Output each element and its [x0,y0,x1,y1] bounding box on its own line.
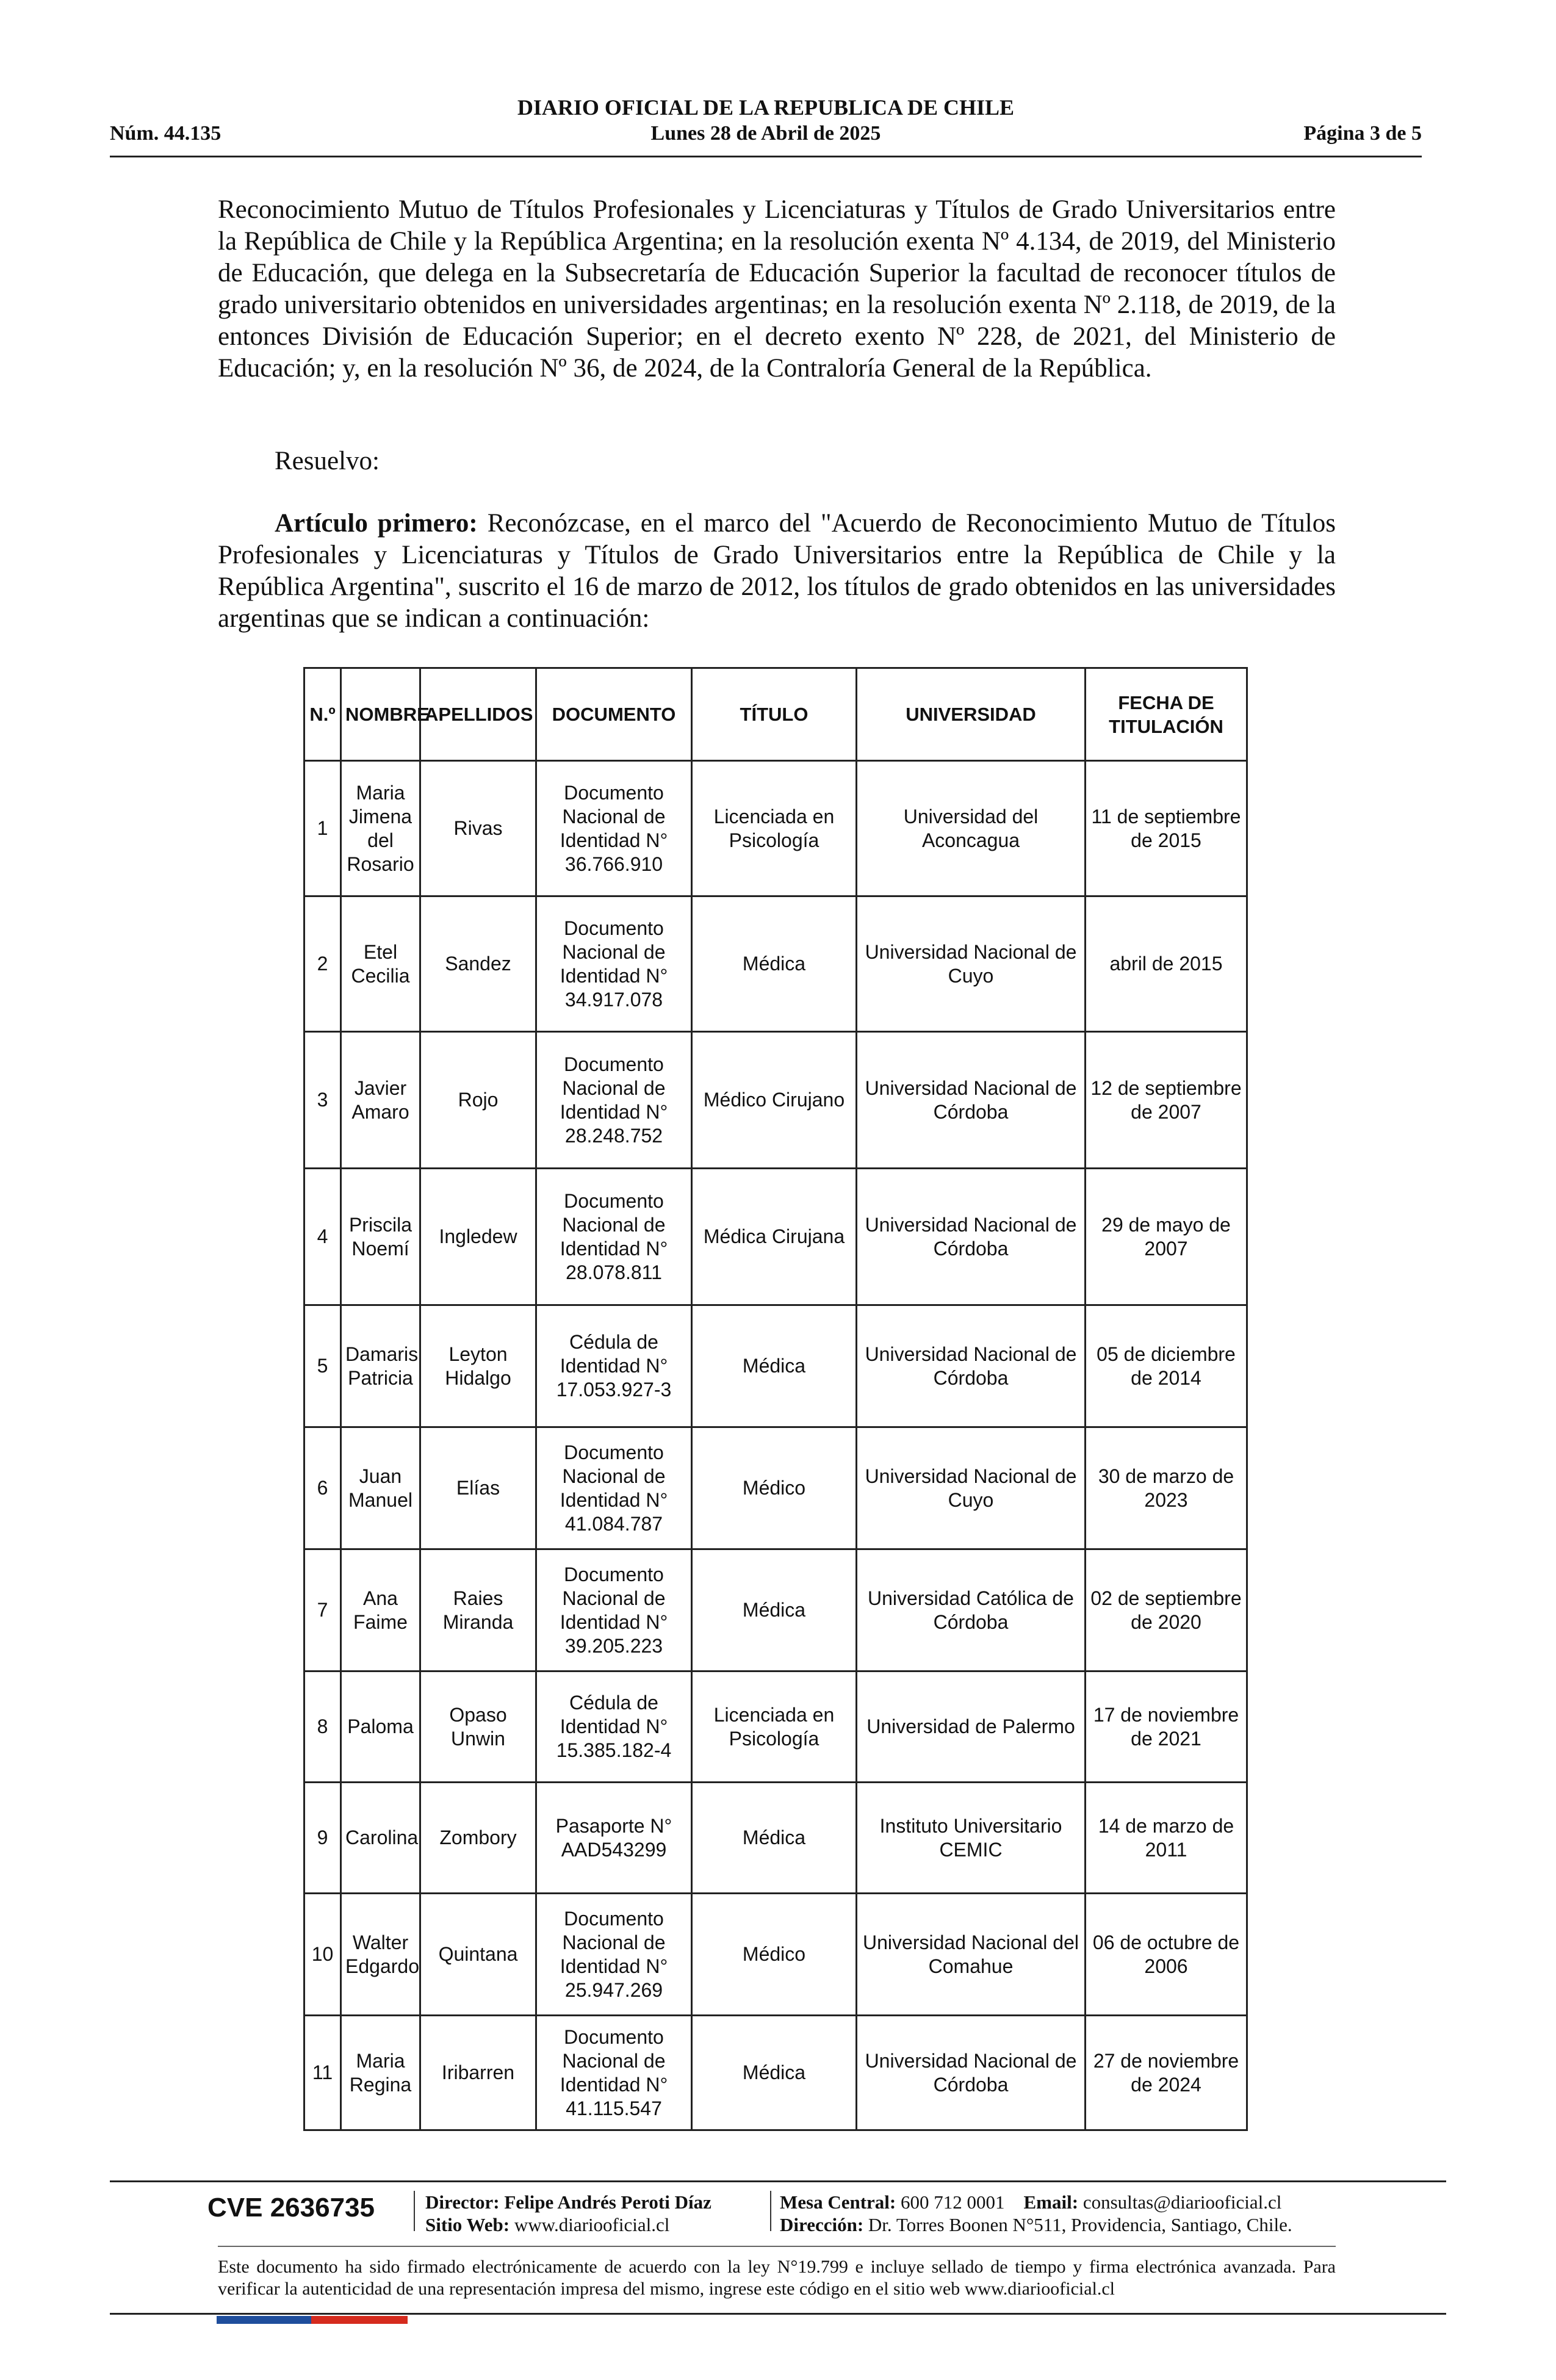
cell-fecha: 02 de septiembre de 2020 [1086,1549,1247,1671]
cell-universidad: Universidad Nacional de Cuyo [857,896,1086,1032]
footer-inner-rule [218,2246,1336,2247]
page-header [110,95,1422,157]
cell-fecha: 30 de marzo de 2023 [1086,1427,1247,1549]
cell-nombre: Paloma [341,1671,420,1783]
cell-nombre: Carolina [341,1783,420,1894]
footer-bottom-rule [110,2313,1446,2315]
cell-number: 4 [304,1169,341,1305]
cell-number: 11 [304,2016,341,2130]
newspaper-title: DIARIO OFICIAL DE LA REPUBLICA DE CHILE [517,95,1015,120]
address-line: Dirección: Dr. Torres Boonen N°511, Providencia, Santiago, Chile. [780,2214,1292,2235]
footer-top-rule [110,2180,1446,2182]
cell-universidad: Universidad Nacional del Comahue [857,1894,1086,2016]
cell-universidad: Instituto Universitario CEMIC [857,1783,1086,1894]
article-one-paragraph [218,508,1336,635]
article-one-label: Artículo primero: [275,509,478,538]
cell-fecha: 11 de septiembre de 2015 [1086,761,1247,896]
cell-number: 5 [304,1305,341,1427]
cell-apellidos: Rojo [420,1032,536,1169]
cell-apellidos: Elías [420,1427,536,1549]
cell-apellidos: Zombory [420,1783,536,1894]
cell-fecha: 14 de marzo de 2011 [1086,1783,1247,1894]
table-row [304,1427,1247,1549]
cell-nombre: Walter Edgardo [341,1894,420,2016]
cell-documento: Pasaporte N° AAD543299 [536,1783,692,1894]
cell-titulo: Licenciada en Psicología [692,1671,857,1783]
flag-stripe-blue [217,2316,311,2324]
cell-titulo: Médico [692,1427,857,1549]
cell-universidad: Universidad del Aconcagua [857,761,1086,896]
cell-universidad: Universidad Nacional de Córdoba [857,1305,1086,1427]
cell-titulo: Médico [692,1894,857,2016]
issue-date: Lunes 28 de Abril de 2025 [650,122,881,145]
cell-universidad: Universidad Nacional de Córdoba [857,2016,1086,2130]
table-row [304,1783,1247,1894]
cell-fecha: 27 de noviembre de 2024 [1086,2016,1247,2130]
cell-titulo: Médica [692,1549,857,1671]
header-nombre: NOMBRE [341,668,420,761]
page-number: Página 3 de 5 [1303,122,1422,145]
cell-nombre: Javier Amaro [341,1032,420,1169]
cell-titulo: Médico Cirujano [692,1032,857,1169]
footer-separator [414,2191,415,2231]
flag-stripe-red [311,2316,408,2324]
cell-nombre: Maria Jimena del Rosario [341,761,420,896]
article-one-text: Reconózcase, en el marco del "Acuerdo de Reconocimiento Mutuo de Títulos Profesionales y Licenciaturas y Títulos de Grado Universitarios entre la República de Chile y la República Argentina", suscrito el 16 de marzo de 2012, los títulos de grado obtenidos en las universidades argentinas que se indican a continuación: [218,509,1336,633]
cell-fecha: abril de 2015 [1086,896,1247,1032]
cell-nombre: Priscila Noemí [341,1169,420,1305]
table-row [304,2016,1247,2130]
cell-nombre: Damaris Patricia [341,1305,420,1427]
cell-number: 1 [304,761,341,896]
table-row [304,1894,1247,2016]
cell-documento: Documento Nacional de Identidad N° 25.947.269 [536,1894,692,2016]
cell-titulo: Licenciada en Psicología [692,761,857,896]
header-documento: DOCUMENTO [536,668,692,761]
header-titulo: TÍTULO [692,668,857,761]
cell-nombre: Maria Regina [341,2016,420,2130]
cell-number: 8 [304,1671,341,1783]
table-row [304,761,1247,896]
cell-apellidos: Iribarren [420,2016,536,2130]
cell-apellidos: Sandez [420,896,536,1032]
cell-universidad: Universidad Nacional de Córdoba [857,1032,1086,1169]
director-line: Director: Felipe Andrés Peroti Díaz [425,2191,711,2213]
cell-apellidos: Ingledew [420,1169,536,1305]
cell-universidad: Universidad Católica de Córdoba [857,1549,1086,1671]
cell-number: 2 [304,896,341,1032]
cell-nombre: Etel Cecilia [341,896,420,1032]
cell-titulo: Médica [692,2016,857,2130]
mesa-central-line: Mesa Central: 600 712 0001 Email: consultas@diariooficial.cl [780,2191,1282,2213]
cell-titulo: Médica [692,1305,857,1427]
header-universidad: UNIVERSIDAD [857,668,1086,761]
cell-universidad: Universidad Nacional de Cuyo [857,1427,1086,1549]
cell-documento: Documento Nacional de Identidad N° 28.078.811 [536,1169,692,1305]
cell-fecha: 17 de noviembre de 2021 [1086,1671,1247,1783]
issue-number: Núm. 44.135 [110,122,222,145]
cell-apellidos: Quintana [420,1894,536,2016]
cell-documento: Documento Nacional de Identidad N° 39.205.223 [536,1549,692,1671]
cell-titulo: Médica [692,1783,857,1894]
table-row [304,1169,1247,1305]
table-row [304,1032,1247,1169]
cell-documento: Documento Nacional de Identidad N° 28.248.752 [536,1032,692,1169]
footer-separator [770,2191,771,2231]
header-apellidos: APELLIDOS [420,668,536,761]
cell-fecha: 29 de mayo de 2007 [1086,1169,1247,1305]
cell-documento: Cédula de Identidad N° 17.053.927-3 [536,1305,692,1427]
cell-documento: Documento Nacional de Identidad N° 41.084.787 [536,1427,692,1549]
recognized-titles-table [303,667,1248,2131]
cell-apellidos: Opaso Unwin [420,1671,536,1783]
resuelvo-paragraph: Resuelvo: [275,447,380,475]
cell-documento: Documento Nacional de Identidad N° 36.766.910 [536,761,692,896]
table-row [304,1671,1247,1783]
cell-fecha: 12 de septiembre de 2007 [1086,1032,1247,1169]
table-row [304,1305,1247,1427]
cell-documento: Documento Nacional de Identidad N° 41.115.547 [536,2016,692,2130]
cell-number: 3 [304,1032,341,1169]
cell-titulo: Médica [692,896,857,1032]
cell-apellidos: Rivas [420,761,536,896]
table-row [304,1549,1247,1671]
cell-nombre: Ana Faime [341,1549,420,1671]
header-fecha: FECHA DE TITULACIÓN [1086,668,1247,761]
cell-number: 7 [304,1549,341,1671]
cell-apellidos: Leyton Hidalgo [420,1305,536,1427]
cell-universidad: Universidad Nacional de Córdoba [857,1169,1086,1305]
cell-number: 9 [304,1783,341,1894]
table-header-row [304,668,1247,761]
table-row [304,896,1247,1032]
header-number: N.º [304,668,341,761]
cell-documento: Cédula de Identidad N° 15.385.182-4 [536,1671,692,1783]
intro-paragraph: Reconocimiento Mutuo de Títulos Profesionales y Licenciaturas y Títulos de Grado Universitarios entre la República de Chile y la República Argentina; en la resolución exenta Nº 4.134, de 2019, del Ministerio de Educación, que delega en la Subsecretaría de Educación Superior la facultad de reconocer títulos de grado universitario obtenidos en universidades argentinas; en la resolución exenta Nº 2.118, de 2019, de la entonces División de Educación Superior; en el decreto exento Nº 228, de 2021, del Ministerio de Educación; y, en la resolución Nº 36, de 2024, de la Contraloría General de la República. [218,195,1336,383]
electronic-signature-notice: Este documento ha sido firmado electrónicamente de acuerdo con la ley N°19.799 e incluye sellado de tiempo y firma electrónica avanzada. Para verificar la autenticidad de una representación impresa del mismo, ingrese este código en el sitio web www.diariooficial.cl [218,2257,1336,2299]
cve-code: CVE 2636735 [207,2193,375,2223]
cell-nombre: Juan Manuel [341,1427,420,1549]
cell-fecha: 05 de diciembre de 2014 [1086,1305,1247,1427]
cell-apellidos: Raies Miranda [420,1549,536,1671]
website-line: Sitio Web: www.diariooficial.cl [425,2214,670,2235]
cell-titulo: Médica Cirujana [692,1169,857,1305]
cell-universidad: Universidad de Palermo [857,1671,1086,1783]
cell-number: 10 [304,1894,341,2016]
cell-number: 6 [304,1427,341,1549]
cell-fecha: 06 de octubre de 2006 [1086,1894,1247,2016]
cell-documento: Documento Nacional de Identidad N° 34.917.078 [536,896,692,1032]
